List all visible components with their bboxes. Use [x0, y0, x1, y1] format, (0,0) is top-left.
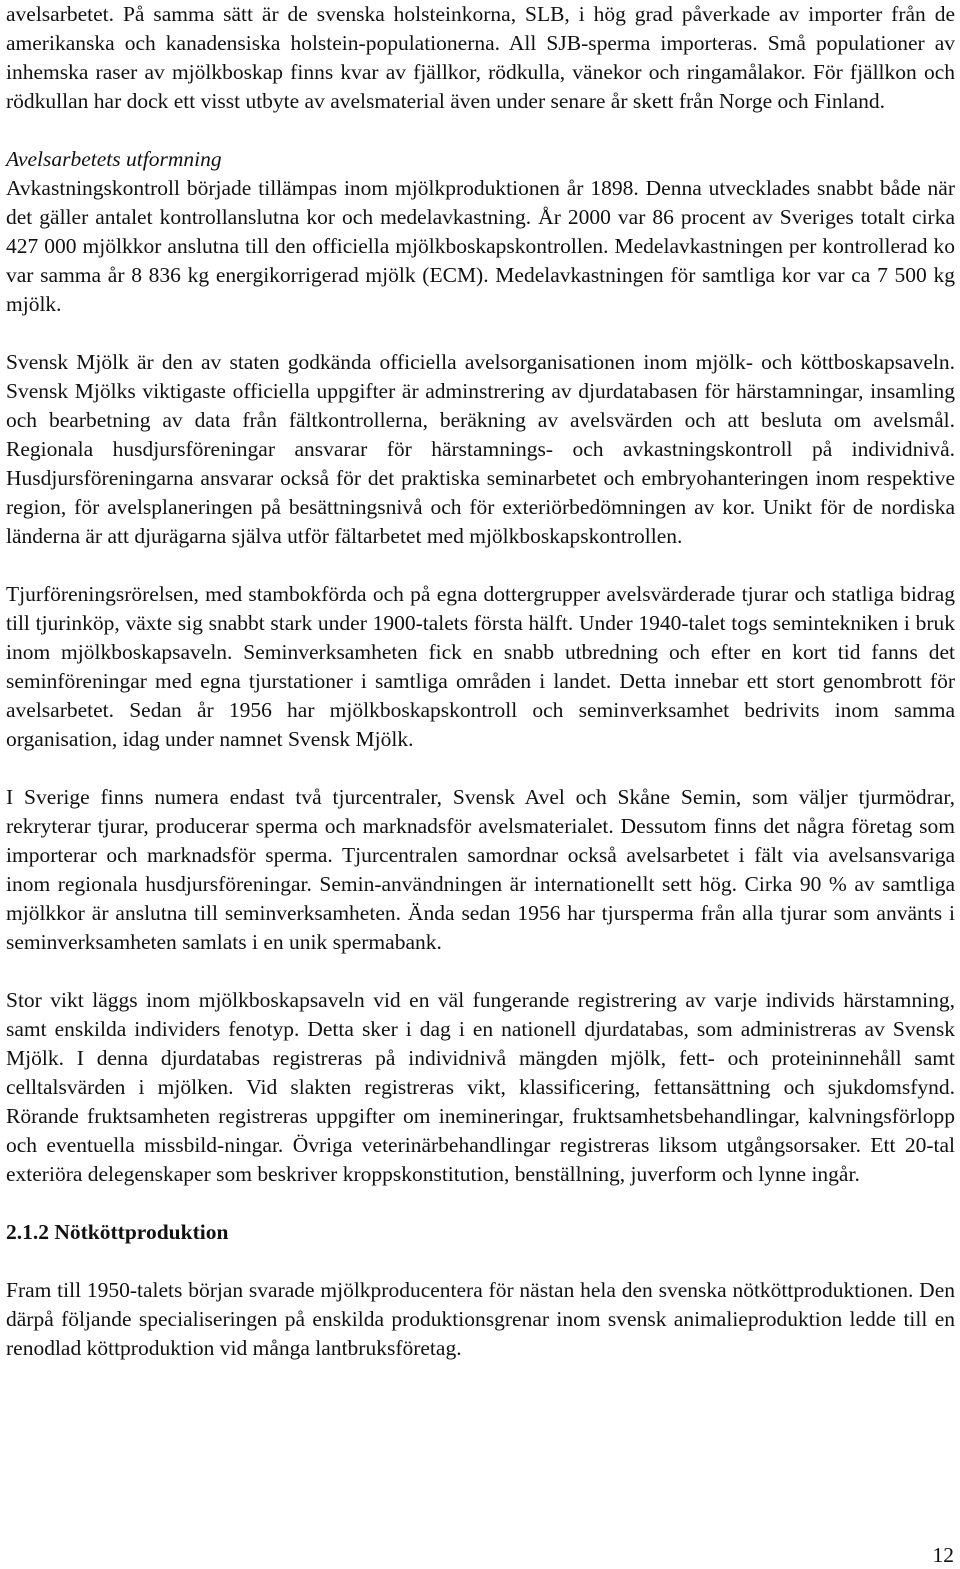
paragraph-notkottproduktion: Fram till 1950-talets början svarade mjölkproducentera för nästan hela den svenska nötköttproduktionen. Den därpå följande specialiseringen på enskilda produktionsgrenar inom svensk animalieproduktion ledde till en renodlad köttproduktion vid många lantbruksföretag.	[6, 1278, 955, 1360]
subheading-avelsarbetets-utformning: Avelsarbetets utformning	[6, 147, 222, 171]
paragraph-tjurcentraler: I Sverige finns numera endast två tjurcentraler, Svensk Avel och Skåne Semin, som väljer tjurmödrar, rekryterar tjurar, producerar sperma och marknadsför avelsmaterialet. Dessutom finns det några företag som importerar och marknadsför sperma. Tjurcentralen samordnar också avelsarbetet i fält via avelsansvariga inom regionala husdjursföreningar. Semin-användningen är internationellt sett hög. Cirka 90 % av samtliga mjölkkor är anslutna till seminverksamheten. Ända sedan 1956 har tjursperma från alla tjurar som använts i seminverksamheten samlats i en unik spermabank.	[6, 785, 955, 954]
document-page	[6, 0, 955, 1363]
page-number: 12	[932, 1543, 954, 1567]
paragraph-svensk-mjolk: Svensk Mjölk är den av staten godkända officiella avelsorganisationen inom mjölk- och köttboskapsaveln. Svensk Mjölks viktigaste officiella uppgifter är adminstrering av djurdatabasen för härstamningar, insamling och bearbetning av data från fältkontrollerna, beräkning av avelsvärden och att besluta om avelsmål. Regionala husdjursföreningar ansvarar för härstamnings- och avkastningskontroll på individnivå. Husdjursföreningarna ansvarar också för det praktiska seminarbetet och embryohanteringen inom respektive region, för avelsplaneringen på besättningsnivå och för exteriörbedömningen av kor. Unikt för de nordiska länderna är att djurägarna själva utför fältarbetet med mjölkboskapskontrollen.	[6, 350, 955, 548]
intro-paragraph: avelsarbetet. På samma sätt är de svenska holsteinkorna, SLB, i hög grad påverkade av importer från de amerikanska och kanadensiska holstein-populationerna. All SJB-sperma importeras. Små populationer av inhemska raser av mjölkboskap finns kvar av fjällkor, rödkulla, vänekor och ringamålakor. För fjällkon och rödkullan har dock ett visst utbyte av avelsmaterial även under senare år skett från Norge och Finland.	[6, 2, 955, 113]
paragraph-tjurforeningsrorelsen: Tjurföreningsrörelsen, med stambokförda och på egna dottergrupper avelsvärderade tjurar och statliga bidrag till tjurinköp, växte sig snabbt stark under 1900-talets första hälft. Under 1940-talet togs semintekniken i bruk inom mjölkboskapsaveln. Seminverksamheten fick en snabb utbredning och efter en kort tid fanns det seminföreningar med egna tjurstationer i samtliga områden i landet. Detta innebar ett stort genombrott för avelsarbetet. Sedan år 1956 har mjölkboskapskontroll och seminverksamhet bedrivits inom samma organisation, idag under namnet Svensk Mjölk.	[6, 582, 955, 751]
section-heading-notkottproduktion: 2.1.2 Nötköttproduktion	[6, 1220, 229, 1244]
paragraph-avkastningskontroll: Avkastningskontroll började tillämpas inom mjölkproduktionen år 1898. Denna utvecklades snabbt både när det gäller antalet kontrollanslutna kor och medelavkastning. År 2000 var 86 procent av Sveriges totalt cirka 427 000 mjölkkor anslutna till den officiella mjölkboskapskontrollen. Medelavkastningen per kontrollerad ko var samma år 8 836 kg energikorrigerad mjölk (ECM). Medelavkastningen för samtliga kor var ca 7 500 kg mjölk.	[6, 176, 955, 316]
paragraph-registrering: Stor vikt läggs inom mjölkboskapsaveln vid en väl fungerande registrering av varje individs härstamning, samt enskilda individers fenotyp. Detta sker i dag i en nationell djurdatabas, som administreras av Svensk Mjölk. I denna djurdatabas registreras på individnivå mängden mjölk, fett- och proteininnehåll samt celltalsvärden i mjölken. Vid slakten registreras vikt, klassificering, fettansättning och sjukdomsfynd. Rörande fruktsamheten registreras uppgifter om inemineringar, fruktsamhetsbehandlingar, kalvningsförlopp och eventuella missbild-ningar. Övriga veterinärbehandlingar registreras liksom utgångsorsaker. Ett 20-tal exteriöra delegenskaper som beskriver kroppskonstitution, benställning, juverform och lynne ingår.	[6, 988, 955, 1186]
